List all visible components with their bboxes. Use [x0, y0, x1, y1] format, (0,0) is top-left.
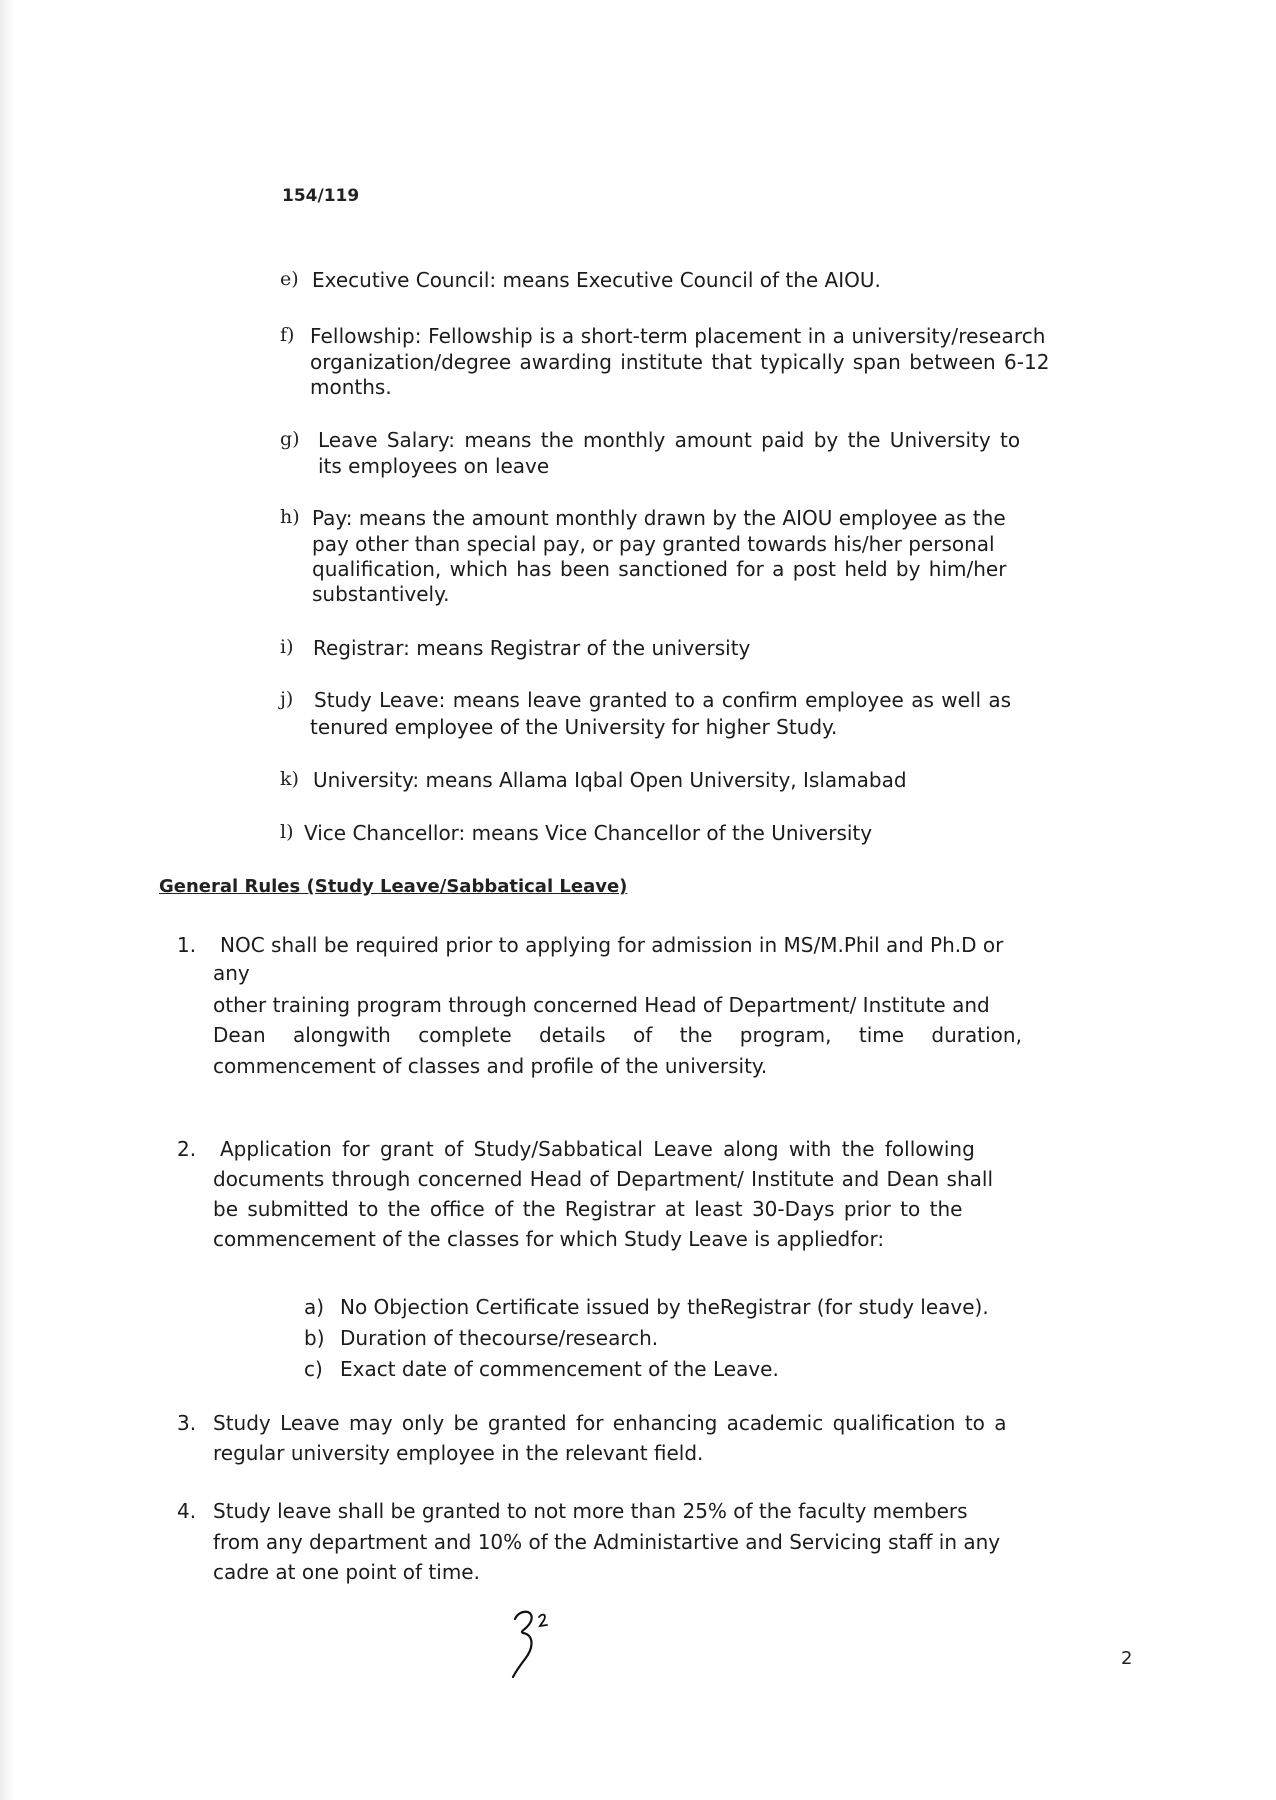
sub-item-marker: b): [304, 1326, 325, 1350]
page-number: 2: [1121, 1648, 1133, 1669]
rule-line: cadre at one point of time.: [213, 1560, 480, 1584]
section-heading: General Rules (Study Leave/Sabbatical Leave): [159, 876, 628, 897]
sub-item-text: Exact date of commencement of the Leave.: [340, 1357, 779, 1381]
definition-line: organization/degree awarding institute that typically span between 6-12: [310, 350, 1050, 374]
rule-number: 2.: [177, 1137, 197, 1161]
sub-item-marker: c): [304, 1357, 323, 1381]
definition-line: substantively.: [312, 582, 450, 606]
rule-line: from any department and 10% of the Administartive and Servicing staff in any: [213, 1530, 1001, 1554]
rule-line: commencement of the classes for which Study Leave is appliedfor:: [213, 1227, 885, 1251]
sub-item-text: No Objection Certificate issued by theRegistrar (for study leave).: [340, 1295, 989, 1319]
rule-line: any: [213, 961, 250, 985]
sub-item-text: Duration of thecourse/research.: [340, 1326, 659, 1350]
rule-line: regular university employee in the relevant field.: [213, 1441, 704, 1465]
rule-line: NOC shall be required prior to applying for admission in MS/M.Phil and Ph.D or: [220, 933, 1004, 957]
definition-line: Pay: means the amount monthly drawn by the AIOU employee as the: [312, 506, 1006, 530]
sub-item-marker: a): [304, 1295, 325, 1319]
rule-line: Study leave shall be granted to not more than 25% of the faculty members: [213, 1499, 968, 1523]
definition-line: its employees on leave: [318, 454, 550, 478]
definition-marker: f): [280, 324, 295, 346]
definition-line: tenured employee of the University for higher Study.: [310, 715, 838, 739]
rule-number: 3.: [177, 1411, 197, 1435]
rule-number: 4.: [177, 1499, 197, 1523]
definition-marker: i): [280, 636, 294, 658]
definition-line: Registrar: means Registrar of the university: [313, 636, 751, 660]
rule-line: documents through concerned Head of Department/ Institute and Dean shall: [213, 1167, 994, 1191]
rule-line: other training program through concerned Head of Department/ Institute and: [213, 993, 990, 1017]
definition-line: Fellowship: Fellowship is a short-term placement in a university/research: [310, 324, 1046, 348]
definition-line: months.: [310, 375, 392, 399]
definition-line: University: means Allama Iqbal Open University, Islamabad: [313, 768, 907, 792]
definition-marker: j): [280, 688, 294, 710]
rule-line: be submitted to the office of the Registrar at least 30-Days prior to the: [213, 1197, 963, 1221]
definition-marker: l): [280, 821, 294, 843]
rule-number: 1.: [177, 933, 197, 957]
definition-line: pay other than special pay, or pay granted towards his/her personal: [312, 532, 995, 556]
handwritten-initials-icon: [505, 1605, 575, 1680]
definition-line: Leave Salary: means the monthly amount paid by the University to: [318, 428, 1021, 452]
rule-line: Study Leave may only be granted for enhancing academic qualification to a: [213, 1411, 1007, 1435]
definition-marker: g): [280, 428, 300, 450]
definition-marker: h): [280, 506, 300, 528]
definition-line: Study Leave: means leave granted to a confirm employee as well as: [314, 688, 1012, 712]
definition-line: qualification, which has been sanctioned for a post held by him/her: [312, 557, 1007, 581]
reference-number: 154/119: [282, 186, 360, 206]
definition-line: Vice Chancellor: means Vice Chancellor of the University: [304, 821, 873, 845]
definition-line: Executive Council: means Executive Council of the AIOU.: [312, 268, 881, 292]
rule-line: Dean alongwith complete details of the program, time duration,: [213, 1023, 1022, 1047]
definition-marker: e): [280, 268, 299, 290]
definition-marker: k): [280, 768, 299, 790]
scan-edge-shadow: [0, 0, 14, 1800]
rule-line: Application for grant of Study/Sabbatical Leave along with the following: [220, 1137, 975, 1161]
rule-line: commencement of classes and profile of the university.: [213, 1054, 768, 1078]
